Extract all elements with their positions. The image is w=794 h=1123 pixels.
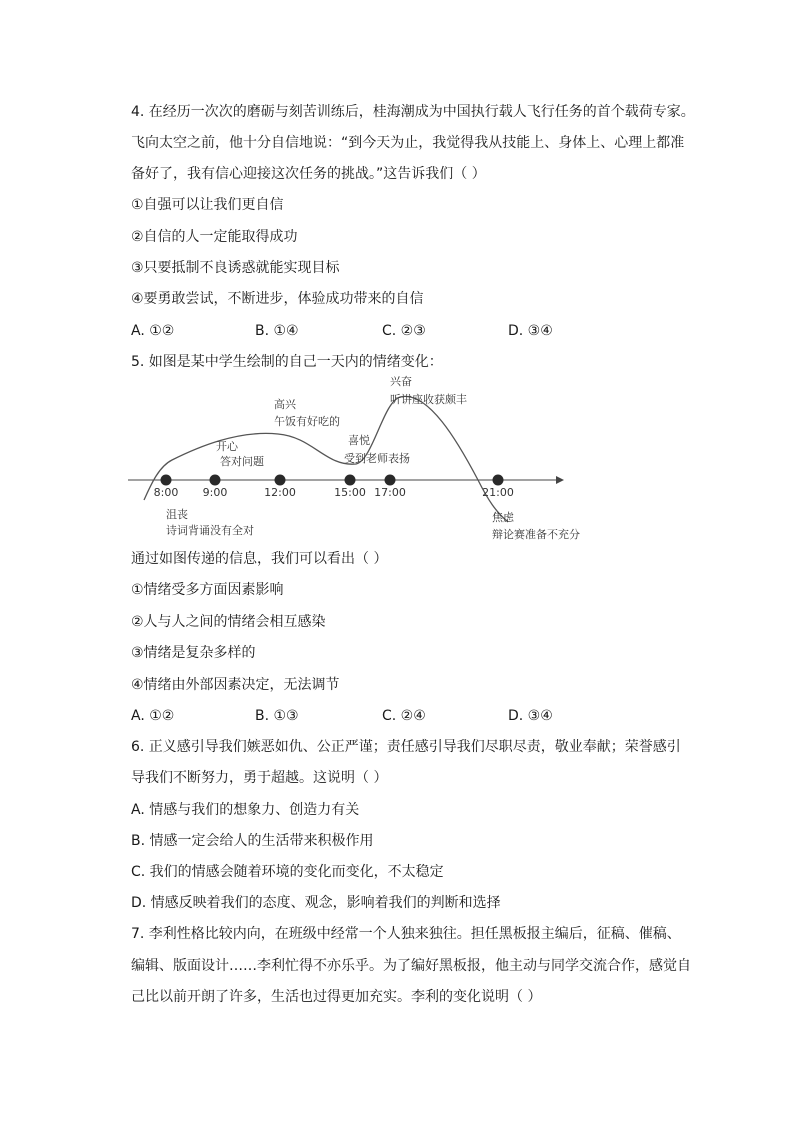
q4-statement-4: ④要勇敢尝试，不断进步，体验成功带来的自信	[131, 291, 424, 307]
q4-line-2: 飞向太空之前，他十分自信地说：“到今天为止，我觉得我从技能上、身体上、心理上都准	[131, 135, 685, 151]
q4-statement-3: ③只要抵制不良诱惑就能实现目标	[131, 260, 340, 276]
q7-line-2: 编辑、版面设计……李利忙得不亦乐乎。为了编好黑板报，他主动与同学交流合作，感觉自	[131, 958, 691, 974]
emotion-label: 焦虑	[492, 511, 514, 524]
q5-option-d[interactable]: D. ③④	[508, 708, 553, 724]
emotion-label: 喜悦	[348, 434, 370, 447]
emotion-reason-label: 辩论赛准备不充分	[492, 528, 580, 541]
q4-option-a[interactable]: A. ①②	[131, 323, 175, 339]
emotion-reason-label: 诗词背诵没有全对	[166, 524, 254, 537]
q6-choice-b[interactable]: B. 情感一定会给人的生活带来积极作用	[131, 833, 374, 849]
emotion-reason-label: 听讲座收获颇丰	[390, 393, 467, 406]
axis-arrow	[556, 476, 564, 484]
q5-options	[131, 706, 691, 726]
q4-option-c[interactable]: C. ②③	[382, 323, 426, 339]
emotion-label: 开心	[216, 440, 238, 453]
time-point-dot	[161, 475, 172, 486]
q4-statement-2: ②自信的人一定能取得成功	[131, 229, 298, 245]
q4-options	[131, 321, 691, 341]
emotion-reason-label: 受到老师表扬	[344, 452, 410, 465]
time-tick-label: 21:00	[482, 486, 514, 499]
emotion-label: 沮丧	[166, 508, 188, 521]
q4-option-d[interactable]: D. ③④	[508, 323, 553, 339]
q5-option-c[interactable]: C. ②④	[382, 708, 426, 724]
q5-option-a[interactable]: A. ①②	[131, 708, 175, 724]
q6-choice-a[interactable]: A. 情感与我们的想象力、创造力有关	[131, 802, 360, 818]
q7-line-3: 己比以前开朗了许多，生活也过得更加充实。李利的变化说明（ ）	[131, 989, 542, 1005]
time-tick-label: 12:00	[264, 486, 296, 499]
emotion-label: 高兴	[274, 398, 296, 411]
q6-choice-d[interactable]: D. 情感反映着我们的态度、观念，影响着我们的判断和选择	[131, 895, 501, 911]
q6-choice-c[interactable]: C. 我们的情感会随着环境的变化而变化，不太稳定	[131, 864, 444, 880]
q4-statement-1: ①自强可以让我们更自信	[131, 197, 284, 213]
time-tick-label: 9:00	[202, 486, 228, 499]
q5-stem: 5. 如图是某中学生绘制的自己一天内的情绪变化：	[131, 354, 443, 370]
time-point-dot	[345, 475, 356, 486]
time-point-dot	[493, 475, 504, 486]
q4-line-1: 4. 在经历一次次的磨砺与刻苦训练后，桂海潮成为中国执行载人飞行任务的首个载荷专家。	[131, 104, 695, 120]
emotion-reason-label: 午饭有好吃的	[274, 415, 340, 428]
time-point-dot	[275, 475, 286, 486]
emotion-curve-figure	[128, 372, 608, 544]
q5-statement-4: ④情绪由外部因素决定，无法调节	[131, 677, 340, 693]
q5-statement-3: ③情绪是复杂多样的	[131, 645, 256, 661]
time-tick-label: 17:00	[374, 486, 406, 499]
emotion-reason-label: 答对问题	[220, 455, 264, 468]
emotion-labels	[166, 375, 580, 541]
q5-question: 通过如图传递的信息，我们可以看出（ ）	[131, 551, 388, 567]
q4-option-b[interactable]: B. ①④	[255, 323, 299, 339]
q7-line-1: 7. 李利性格比较内向，在班级中经常一个人独来独往。担任黑板报主编后，征稿、催稿、	[131, 926, 681, 942]
emotion-label: 兴奋	[390, 375, 412, 388]
time-point-dot	[210, 475, 221, 486]
q6-line-2: 导我们不断努力，勇于超越。这说明（ ）	[131, 770, 388, 786]
q5-statement-2: ②人与人之间的情绪会相互感染	[131, 614, 326, 630]
q4-line-3: 备好了，我有信心迎接这次任务的挑战。”这告诉我们（ ）	[131, 166, 486, 182]
q5-statement-1: ①情绪受多方面因素影响	[131, 582, 284, 598]
q6-line-1: 6. 正义感引导我们嫉恶如仇、公正严谨；责任感引导我们尽职尽责，敬业奉献；荣誉感引	[131, 739, 681, 755]
q5-option-b[interactable]: B. ①③	[255, 708, 299, 724]
time-points	[154, 475, 514, 500]
time-tick-label: 8:00	[153, 486, 179, 499]
time-tick-label: 15:00	[334, 486, 366, 499]
time-point-dot	[385, 475, 396, 486]
